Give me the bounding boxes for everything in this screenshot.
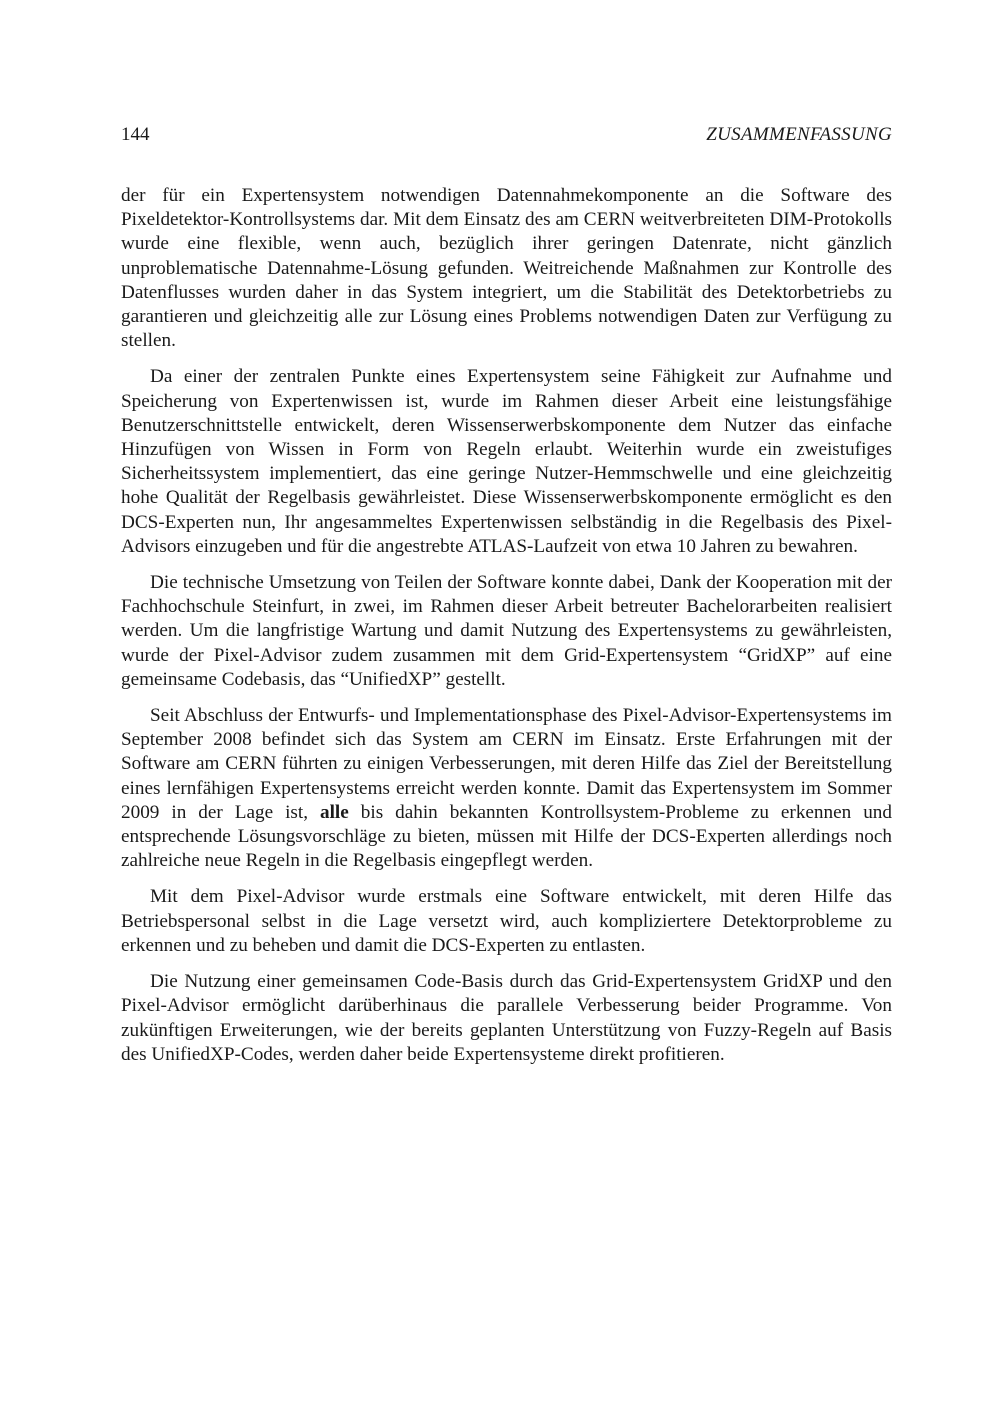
running-header [121,124,892,148]
paragraph-deployment [121,704,892,873]
paragraph-deployment-text-after: bis dahin bekannten Kontrollsystem-Probleme zu erkennen und entsprechende Lösungsvorschläge zu bieten, müssen mit Hilfe der DCS-Experten allerdings noch zahlreiche neue Regeln in die Regelbasis eingepflegt werden. [121,801,892,872]
paragraph-continuation: der für ein Expertensystem notwendigen Datennahmekomponente an die Software des Pixeldetektor-Kontrollsystems dar. Mit dem Einsatz des am CERN weitverbreiteten DIM-Protokolls wurde eine flexible, wenn auch, bezüglich ihrer geringen Datenrate, nicht gänzlich unproblematische Datennahme-Lösung gefunden. Weitreichende Maßnahmen zur Kontrolle des Datenflusses wurden daher in das System integriert, um die Stabilität des Detektorbetriebs zu garantieren und gleichzeitig alle zur Lösung eines Problems notwendigen Daten zur Verfügung zu stellen. [121,185,892,352]
paragraph-deployment-text-before: Seit Abschluss der Entwurfs- und Implementationsphase des Pixel-Advisor-Expertensystems im September 2008 befindet sich das System am CERN im Einsatz. Erste Erfahrungen mit der Software am CERN führten zu einigen Verbesserungen, mit deren Hilfe das Ziel der Bereitstellung eines lernfähigen Expertensystems erreicht werden konnte. Damit das Expertensystem im Sommer 2009 in der Lage ist, [121,705,892,823]
paragraph-knowledge-acquisition: Da einer der zentralen Punkte eines Expertensystem seine Fähigkeit zur Aufnahme und Speicherung von Expertenwissen ist, wurde im Rahmen dieser Arbeit eine leistungsfähige Benutzerschnittstelle entwickelt, deren Wissenserwerbskomponente dem Nutzer das einfache Hinzufügen von Wissen in Form von Regeln erlaubt. Weiterhin wurde ein zweistufiges Sicherheitssystem implementiert, das eine geringe Nutzer-Hemmschwelle und eine gleichzeitig hohe Qualität der Regelbasis gewährleistet. Diese Wissenserwerbskomponente ermöglicht es den DCS-Experten nun, Ihr angesammeltes Expertenwissen selbständig in die Regelbasis des Pixel-Advisors einzugeben und für die angestrebte ATLAS-Laufzeit von etwa 10 Jahren zu bewahren. [121,366,892,557]
chapter-title: ZUSAMMENFASSUNG [706,124,892,145]
emphasis-word: alle [320,801,349,823]
paragraph-operators: Mit dem Pixel-Advisor wurde erstmals eine Software entwickelt, mit deren Hilfe das Betriebspersonal selbst in die Lage versetzt wird, auch kompliziertere Detektorprobleme zu erkennen und zu beheben und damit die DCS-Experten zu entlasten. [121,886,892,956]
page-number: 144 [121,124,150,145]
body-text [121,184,892,1079]
paragraph-technical-implementation: Die technische Umsetzung von Teilen der Software konnte dabei, Dank der Kooperation mit der Fachhochschule Steinfurt, in zwei, im Rahmen dieser Arbeit betreuter Bachelorarbeiten realisiert werden. Um die langfristige Wartung und damit Nutzung des Expertensystems zu gewährleisten, wurde der Pixel-Advisor zudem zusammen mit dem Grid-Expertensystem “GridXP” auf eine gemeinsame Codebasis, das “UnifiedXP” gestellt. [121,572,892,690]
paragraph-shared-codebase: Die Nutzung einer gemeinsamen Code-Basis durch das Grid-Expertensystem GridXP und den Pixel-Advisor ermöglicht darüberhinaus die parallele Verbesserung beider Programme. Von zukünftigen Erweiterungen, wie der bereits geplanten Unterstützung von Fuzzy-Regeln auf Basis des UnifiedXP-Codes, werden daher beide Expertensysteme direkt profitieren. [121,971,892,1065]
